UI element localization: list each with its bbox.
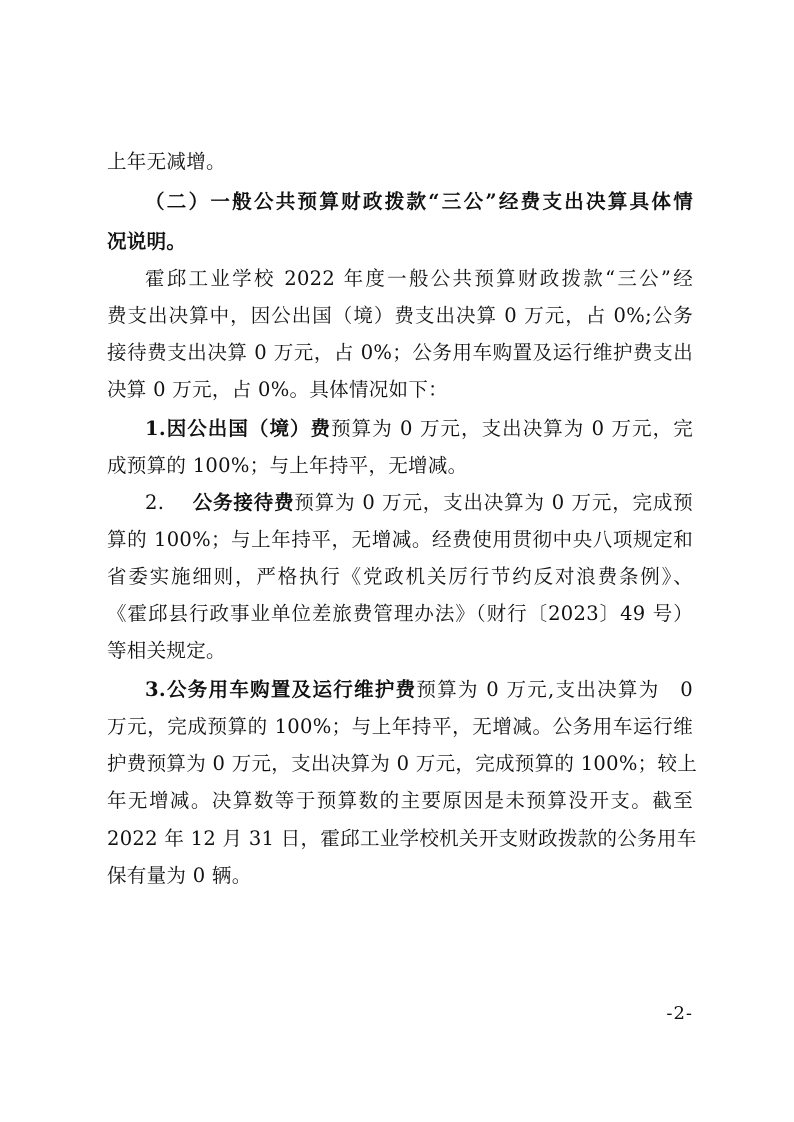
paragraph-line: 年无增减。决算数等于预算数的主要原因是未预算没开支。截至 — [107, 789, 693, 812]
paragraph-line: 决算 0 万元，占 0%。具体情况如下： — [107, 378, 448, 401]
paragraph-line: 万元，完成预算的 100%；与上年持平，无增减。公务用车运行维 — [107, 715, 693, 738]
section-heading-cont: 况说明。 — [107, 230, 187, 253]
page-number: -2- — [666, 1003, 693, 1024]
item-1-text: 预算为 0 万元，支出决算为 0 万元，完 — [331, 417, 693, 440]
paragraph-line: 成预算的 100%；与上年持平，无增减。 — [107, 454, 468, 477]
paragraph-line: 霍邱工业学校 2022 年度一般公共预算财政拨款“三公”经 — [145, 267, 693, 290]
item-3-line — [145, 680, 693, 700]
paragraph-line: 费支出决算中，因公出国（境）费支出决算 0 万元，占 0%;公务 — [107, 304, 693, 327]
item-2-line — [145, 493, 693, 513]
paragraph-line: 等相关规定。 — [107, 639, 226, 662]
paragraph-line: 2022 年 12 月 31 日，霍邱工业学校机关开支财政拨款的公务用车 — [107, 827, 697, 850]
item-2-text: 预算为 0 万元，支出决算为 0 万元，完成预 — [294, 491, 693, 514]
item-1-title: 1.因公出国（境）费 — [145, 417, 332, 440]
paragraph-line: 保有量为 0 辆。 — [107, 864, 252, 887]
paragraph-line: 《霍邱县行政事业单位差旅费管理办法》（财行〔2023〕49 号） — [107, 602, 693, 625]
item-2-title: 公务接待费 — [192, 491, 295, 514]
item-2-number: 2. — [145, 491, 165, 514]
paragraph-line: 上年无减增。 — [107, 150, 226, 173]
item-3-text: 预算为 0 万元,支出决算为 0 — [416, 678, 693, 701]
paragraph-line: 接待费支出决算 0 万元，占 0%；公务用车购置及运行维护费支出 — [107, 341, 693, 364]
paragraph-line: 省委实施细则，严格执行《党政机关厉行节约反对浪费条例》、 — [107, 565, 693, 588]
paragraph-line: 算的 100%；与上年持平，无增减。经费使用贯彻中央八项规定和 — [107, 528, 693, 551]
item-3-title: 3.公务用车购置及运行维护费 — [145, 678, 417, 701]
section-heading: （二）一般公共预算财政拨款“三公”经费支出决算具体情 — [145, 190, 693, 213]
item-1-line — [145, 419, 693, 439]
paragraph-line: 护费预算为 0 万元，支出决算为 0 万元，完成预算的 100%；较上 — [107, 752, 698, 775]
